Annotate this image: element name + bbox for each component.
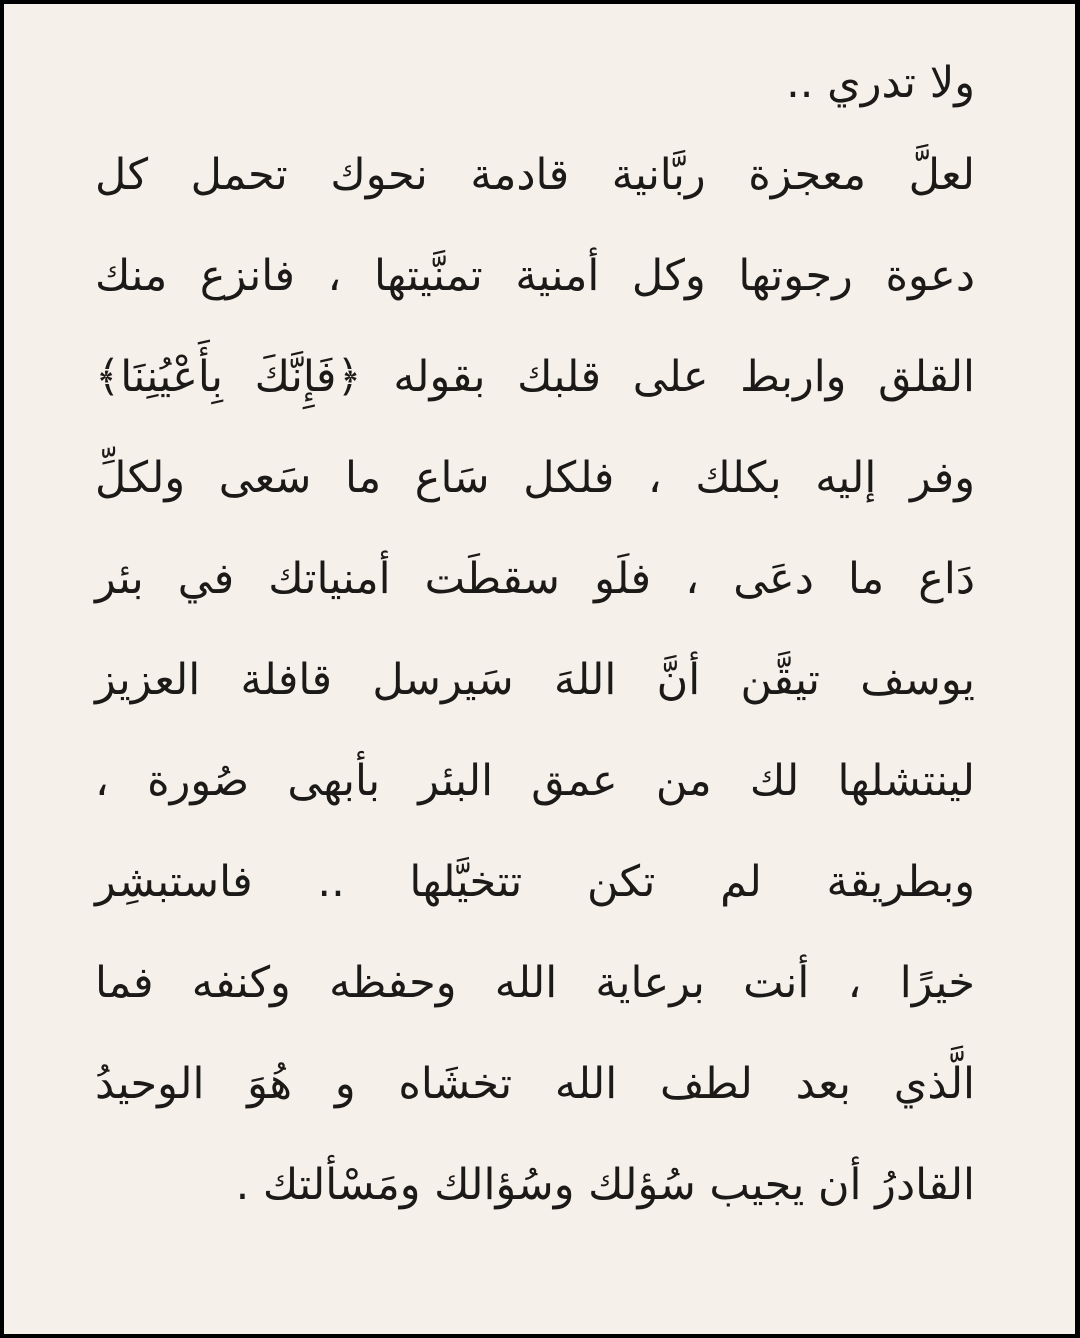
text-line-10: خيرًا ، أنت برعاية الله وحفظه وكنفه فما xyxy=(95,958,975,1008)
text-line-3: دعوة رجوتها وكل أمنية تمنَّيتها ، فانزع منك xyxy=(95,251,975,301)
text-line-2: لعلَّ معجزة ربَّانية قادمة نحوك تحمل كل xyxy=(95,150,975,200)
text-line-1: ولا تدري .. xyxy=(786,58,975,108)
text-line-5: وفر إليه بكلك ، فلكل سَاع ما سَعى ولكلِّ xyxy=(95,453,975,503)
text-line-7: يوسف تيقَّن أنَّ اللهَ سَيرسل قافلة العزيز xyxy=(95,655,975,705)
text-line-11: الَّذي بعد لطف الله تخشَاه و هُوَ الوحيدُ xyxy=(95,1059,975,1109)
book-page xyxy=(4,4,1075,1334)
text-line-4: القلق واربط على قلبك بقوله ﴿فَإِنَّكَ بِأَعْيُنِنَا﴾ xyxy=(95,352,975,402)
text-line-6: دَاع ما دعَى ، فلَو سقطَت أمنياتك في بئر xyxy=(95,554,975,604)
text-line-9: وبطريقة لم تكن تتخيَّلها .. فاستبشِر xyxy=(95,857,975,907)
page-text xyxy=(95,46,975,1249)
text-line-12: القادرُ أن يجيب سُؤلك وسُؤالك ومَسْألتك . xyxy=(235,1160,975,1210)
text-line-8: لينتشلها لك من عمق البئر بأبهى صُورة ، xyxy=(95,756,975,806)
